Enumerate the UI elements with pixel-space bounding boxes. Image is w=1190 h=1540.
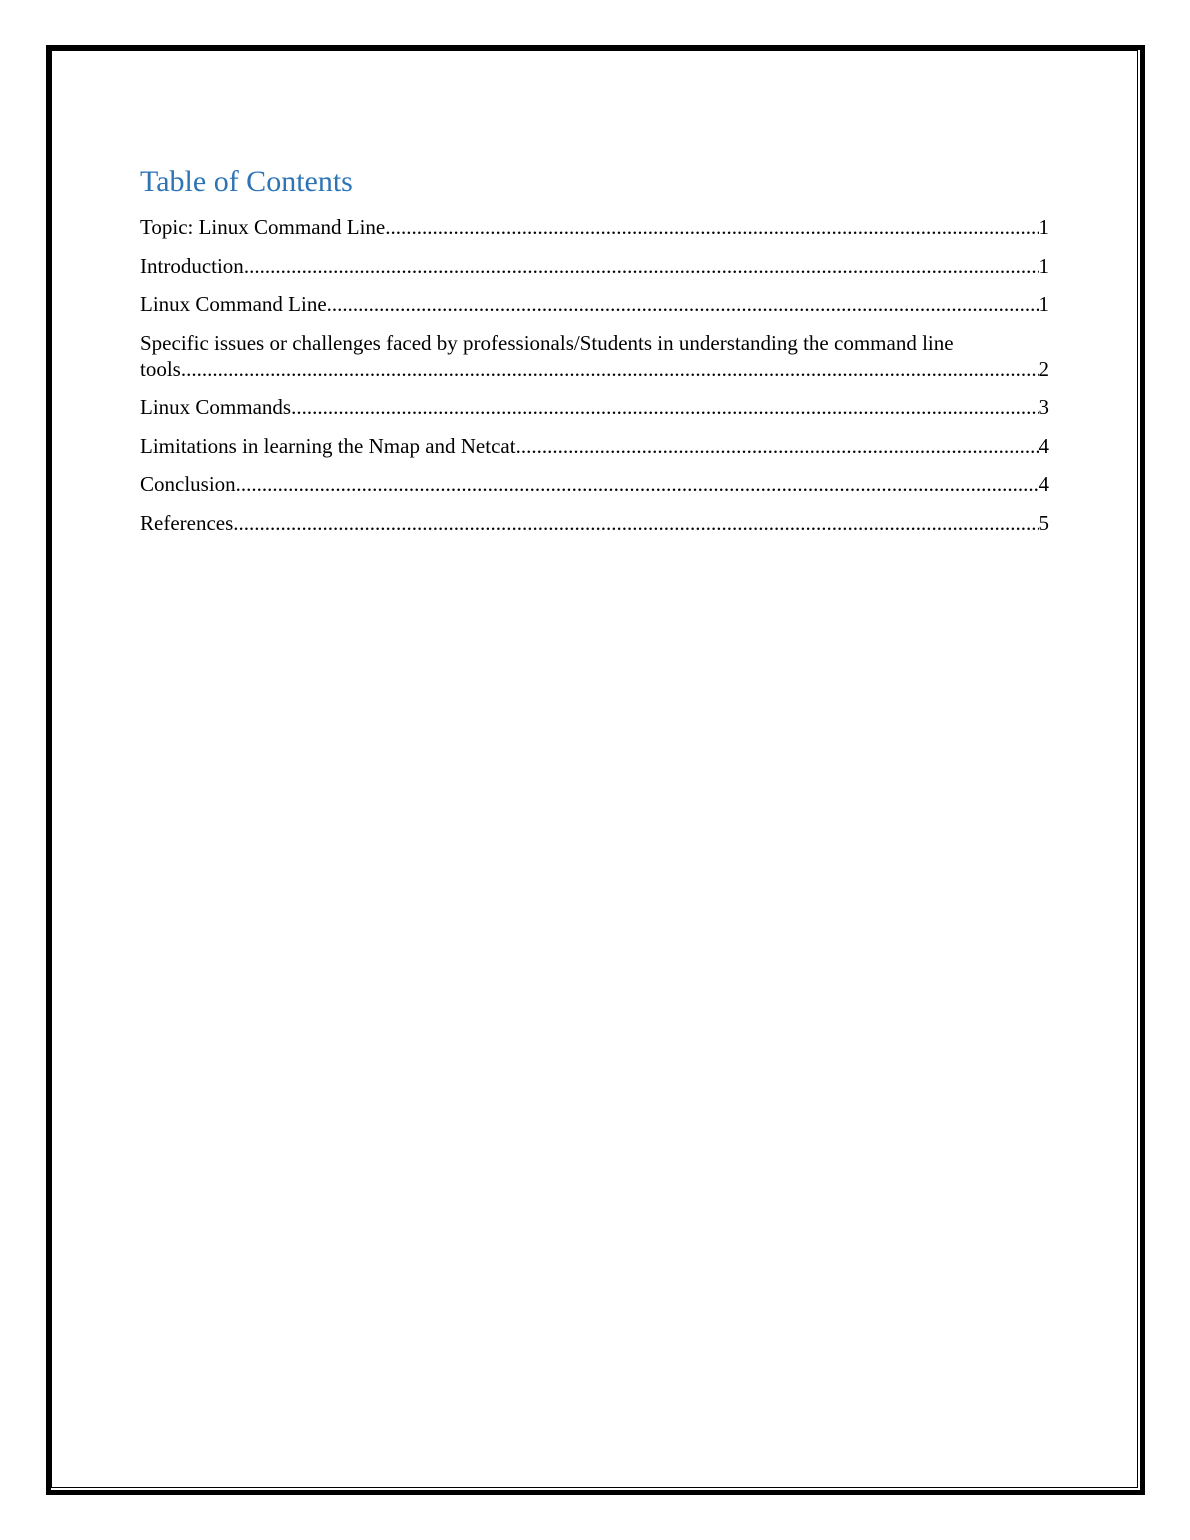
toc-entry-references[interactable]	[140, 510, 1049, 536]
toc-entry-topic[interactable]	[140, 214, 1049, 240]
toc-entry-limitations[interactable]	[140, 433, 1049, 459]
toc-entry-linux-command-line[interactable]	[140, 291, 1049, 317]
toc-entry-page: 5	[1038, 510, 1049, 535]
toc-entry-label: Linux Commands	[140, 395, 292, 419]
toc-entry-label: Conclusion	[140, 472, 236, 496]
toc-entry-page: 1	[1038, 253, 1049, 278]
toc-entry-page: 4	[1038, 472, 1049, 496]
toc-entry-label-line1: Specific issues or challenges faced by professionals/Students in understanding the command line	[140, 330, 954, 355]
toc-entry-page: 3	[1038, 395, 1049, 419]
toc-entry-label: Topic: Linux Command Line	[140, 215, 386, 239]
toc-leader-dots	[327, 291, 1039, 317]
toc-leader-dots	[291, 394, 1038, 420]
toc-entries	[140, 214, 1049, 536]
toc-entry-label: Introduction	[140, 253, 244, 278]
toc-entry-label: References	[140, 510, 234, 535]
toc-entry-label: Linux Command Line	[140, 292, 327, 316]
toc-entry-page: 2	[1038, 356, 1049, 381]
toc-entry-page: 1	[1038, 215, 1049, 239]
toc-entry-conclusion[interactable]	[140, 471, 1049, 497]
toc-entry-specific-issues[interactable]	[140, 330, 1049, 382]
toc-leader-dots	[233, 510, 1038, 536]
toc-leader-dots	[385, 214, 1038, 240]
toc-entry-linux-commands[interactable]	[140, 394, 1049, 420]
toc-entry-page: 4	[1038, 433, 1049, 458]
toc-entry-line2	[140, 356, 1049, 382]
toc-entry-page: 1	[1038, 292, 1049, 316]
toc-leader-dots	[236, 471, 1039, 497]
toc-entry-introduction[interactable]	[140, 253, 1049, 279]
toc-entry-label-line2: tools	[140, 356, 181, 381]
toc-leader-dots	[244, 253, 1039, 279]
toc-title: Table of Contents	[140, 165, 353, 198]
toc-leader-dots	[181, 356, 1039, 382]
table-of-contents	[140, 160, 1049, 548]
toc-leader-dots	[516, 433, 1039, 459]
toc-entry-label: Limitations in learning the Nmap and Netcat	[140, 433, 516, 458]
